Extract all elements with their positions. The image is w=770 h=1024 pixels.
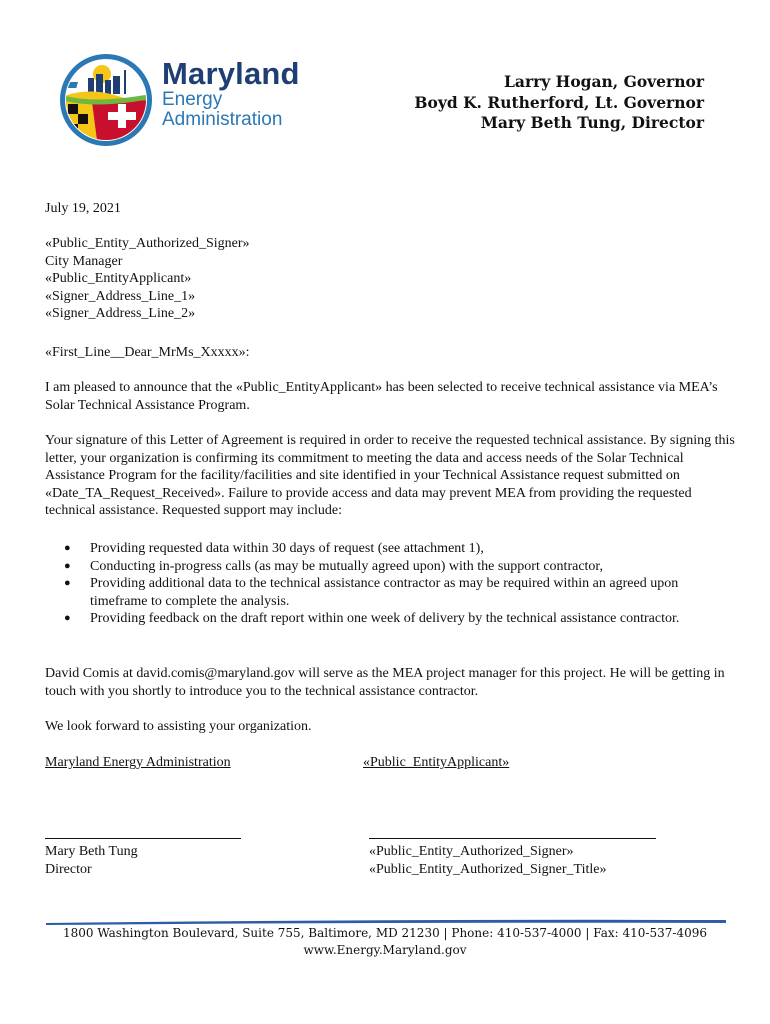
paragraph-project-manager: David Comis at david.comis@maryland.gov will serve as the MEA project manager for this project. He will be getting in touch with you shortly to introduce you to the technical assistance contractor.	[45, 666, 725, 699]
org-sub-line-2: Administration	[162, 109, 283, 130]
letter-date: July 19, 2021	[45, 201, 121, 216]
signer-name-placeholder: «Public_Entity_Authorized_Signer»	[369, 844, 574, 859]
list-item: ● Providing additional data to the technical assistance contractor as may be required within an agreed upon timeframe to complete the analysis.	[64, 575, 734, 610]
address-block	[45, 235, 250, 323]
official-lt-governor: Boyd K. Rutherford, Lt. Governor	[414, 92, 704, 112]
address-line: «Signer_Address_Line_1»	[45, 288, 196, 304]
footer-divider	[46, 912, 726, 916]
org-name: Maryland	[162, 56, 300, 91]
list-item: ● Providing feedback on the draft report within one week of delivery by the technical assistance contractor.	[64, 610, 734, 628]
footer-address: 1800 Washington Boulevard, Suite 755, Baltimore, MD 21230 | Phone: 410-537-4000 | Fax: 410-537-4096	[63, 926, 707, 940]
address-line: City Manager	[45, 253, 123, 269]
signer-name: Mary Beth Tung	[45, 844, 138, 859]
address-line: «Public_Entity_Authorized_Signer»	[45, 236, 250, 251]
address-line: «Public_EntityApplicant»	[45, 271, 192, 286]
org-wordmark	[162, 58, 300, 130]
list-item: ● Conducting in-progress calls (as may be mutually agreed upon) with the support contractor,	[64, 558, 734, 576]
logo-emblem-icon	[58, 52, 154, 148]
address-line: «Signer_Address_Line_2»	[45, 306, 196, 321]
official-governor: Larry Hogan, Governor	[504, 72, 704, 91]
org-sub-line-1: Energy	[162, 89, 223, 110]
footer-website[interactable]: www.Energy.Maryland.gov	[303, 943, 467, 957]
paragraph-closing: We look forward to assisting your organization.	[45, 719, 312, 734]
signature-right-block	[369, 843, 606, 878]
signature-line-right	[369, 838, 656, 839]
maryland-energy-logo	[58, 52, 154, 148]
signer-title: Director	[45, 861, 92, 877]
paragraph-announcement: I am pleased to announce that the «Public_EntityApplicant» has been selected to receive technical assistance via MEA’s Solar Technical Assistance Program.	[45, 380, 718, 413]
official-director: Mary Beth Tung, Director	[480, 113, 704, 132]
salutation: «First_Line__Dear_MrMs_Xxxxx»:	[45, 345, 250, 360]
signature-left-block	[45, 843, 138, 878]
signer-title-placeholder: «Public_Entity_Authorized_Signer_Title»	[369, 861, 607, 877]
list-item: ● Providing requested data within 30 days of request (see attachment 1),	[64, 540, 734, 558]
signature-left-org: Maryland Energy Administration	[45, 755, 231, 770]
officials-block	[414, 72, 704, 134]
footer	[0, 925, 770, 959]
support-list	[64, 540, 734, 628]
signature-line-left	[45, 838, 241, 839]
signature-right-org: «Public_EntityApplicant»	[363, 755, 510, 770]
paragraph-agreement: Your signature of this Letter of Agreement is required in order to receive the requested technical assistance. By signing this letter, your organization is confirming its commitment to meeting the data and access needs of the Solar Technical Assistance Program for the facility/facilities and site identified in your Technical Assistance request submitted on «Date_TA_Request_Received». Failure to provide access and data may prevent MEA from providing the requested technical assistance. Requested support may include:	[45, 433, 735, 518]
